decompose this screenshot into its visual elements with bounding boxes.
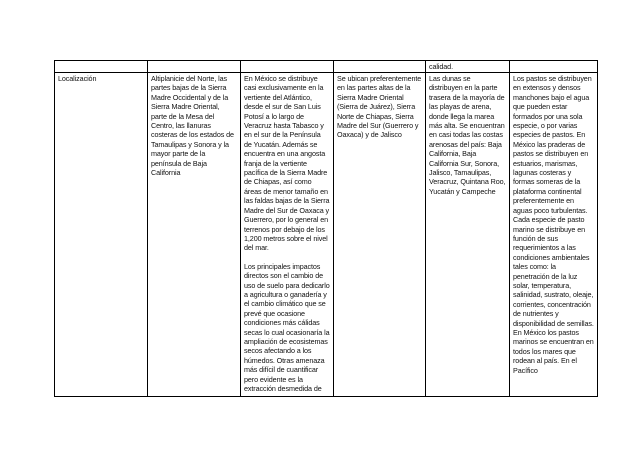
cell-selva-humeda	[241, 73, 334, 397]
top-cell-6	[510, 61, 598, 73]
cell-text: Los pastos se distribuyen en extensos y densos manchones bajo el agua que pueden estar formados por una sola especie, o por varias especies de pastos. En México las praderas de pastos se distribuyen en estuarios, marismas, lagunas costeras y formas someras de la plataforma continental preferentemente en aguas poco turbulentas. Cada especie de pasto marino se distribuye en función de sus requerimientos a las condiciones ambientales tales como: la penetración de la luz solar, temperatura, salinidad, sustrato, oleaje, corrientes, concentración de nutrientes y disponibilidad de semillas. En México los pastos marinos se encuentran en todos los mares que rodean al país. En el Pacífico	[513, 74, 594, 375]
cell-dunas	[426, 73, 510, 397]
top-cell-5: calidad.	[426, 61, 510, 73]
row-label-localizacion: Localización	[55, 73, 148, 397]
cell-altiplanicie	[148, 73, 241, 397]
cell-pastos-marinos	[510, 73, 598, 397]
top-cell-1	[55, 61, 148, 73]
table-row-top	[55, 61, 598, 73]
cell-bosque-nublado	[334, 73, 426, 397]
cell-text: Se ubican preferentemente en las partes altas de la Sierra Madre Oriental (Sierra de Juárez), Sierra Norte de Chiapas, Sierra Madre del Sur (Guerrero y Oaxaca) y de Jalisco	[337, 74, 422, 140]
cell-text: Los principales impactos directos son el cambio de uso de suelo para dedicarlo a agricultura o ganadería y el cambio climático que se prevé que ocasione condiciones más cálidas secas lo cual ocasionaría la ampliación de ecosistemas secos afectando a los húmedos. Otras amenaza más difícil de cuantificar pero evidente es la extracción desmedida de	[244, 261, 330, 393]
top-cell-3	[241, 61, 334, 73]
cell-text: En México se distribuye casi exclusivamente en la vertiente del Atlántico, desde el sur de San Luis Potosí a lo largo de Veracruz hasta Tabasco y en el sur de la Península de Yucatán. Además se encuentra en una angosta franja de la vertiente pacífica de la Sierra Madre de Chiapas, así como áreas de menor tamaño en las faldas bajas de la Sierra Madre del Sur de Oaxaca y Guerrero, por lo general en terrenos por debajo de los 1,200 metros sobre el nivel del mar.	[244, 74, 330, 253]
top-cell-4	[334, 61, 426, 73]
cell-text: Altiplanicie del Norte, las partes bajas de la Sierra Madre Occidental y de la Sierra Madre Oriental, parte de la Mesa del Centro, las llanuras costeras de los estados de Tamaulipas y Sonora y la mayor parte de la península de Baja California	[151, 74, 234, 178]
cell-text: Las dunas se distribuyen en la parte trasera de la mayoría de las playas de arena, donde llega la marea más alta. Se encuentran en casi todas las costas arenosas del país: Baja California, Baja California Sur, Sonora, Jalisco, Tamaulipas, Veracruz, Quintana Roo, Yucatán y Campeche	[429, 74, 506, 196]
table-row-localizacion	[55, 73, 598, 397]
habitat-table	[54, 60, 598, 397]
top-cell-2	[148, 61, 241, 73]
